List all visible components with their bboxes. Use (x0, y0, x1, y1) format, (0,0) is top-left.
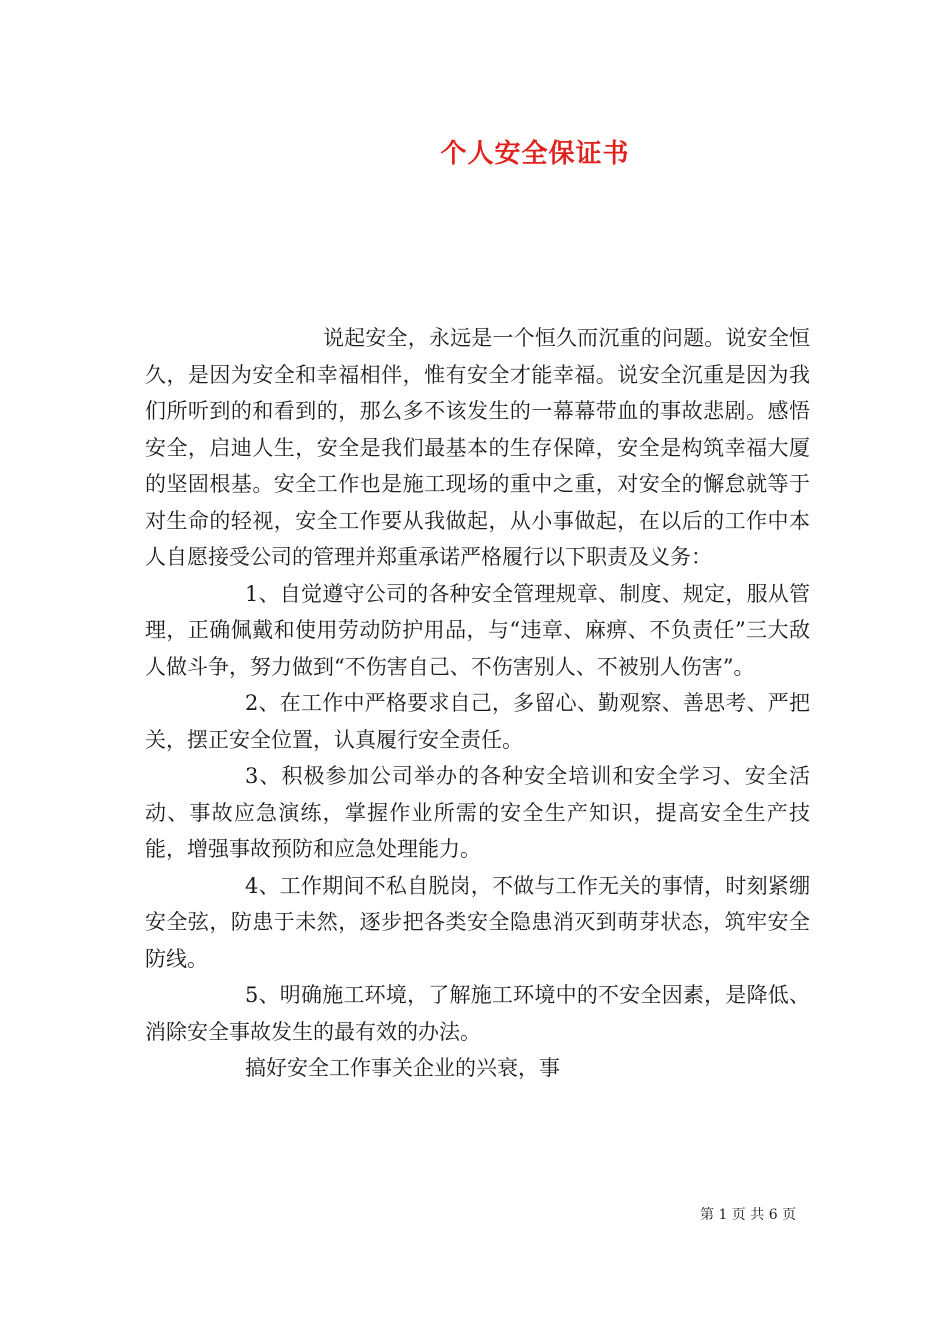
item-paragraph-2: 2、在工作中严格要求自己，多留心、勤观察、善思考、严把关，摆正安全位置，认真履行安全责任。 (145, 691, 810, 752)
page-number-footer: 第 1 页 共 6 页 (700, 1207, 797, 1223)
item-paragraph-3: 3、积极参加公司举办的各种安全培训和安全学习、安全活动、事故应急演练，掌握作业所需的安全生产知识，提高安全生产技能，增强事故预防和应急处理能力。 (145, 764, 810, 861)
item-paragraph-4: 4、工作期间不私自脱岗，不做与工作无关的事情，时刻紧绷安全弦，防患于未然，逐步把各类安全隐患消灭到萌芽状态，筑牢安全防线。 (145, 873, 810, 971)
item-paragraph-1: 1、自觉遵守公司的各种安全管理规章、制度、规定，服从管理，正确佩戴和使用劳动防护用品，与“违章、麻痹、不负责任”三大敌人做斗争，努力做到“不伤害自己、不伤害别人、不被别人伤害”。 (145, 581, 810, 679)
intro-paragraph: 说起安全，永远是一个恒久而沉重的问题。说安全恒久，是因为安全和幸福相伴，惟有安全才能幸福。说安全沉重是因为我们所听到的和看到的，那么多不该发生的一幕幕带血的事故悲剧。感悟安全，启迪人生，安全是我们最基本的生存保障，安全是构筑幸福大厦的坚固根基。安全工作也是施工现场的重中之重，对安全的懈怠就等于对生命的轻视，安全工作要从我做起，从小事做起，在以后的工作中本人自愿接受公司的管理并郑重承诺严格履行以下职责及义务： (145, 326, 810, 569)
item-paragraph-5: 5、明确施工环境，了解施工环境中的不安全因素，是降低、消除安全事故发生的最有效的办法。 (145, 983, 810, 1044)
document-body (145, 320, 810, 1087)
document-title: 个人安全保证书 (440, 139, 630, 169)
closing-paragraph: 搞好安全工作事关企业的兴衰，事 (245, 1056, 560, 1080)
